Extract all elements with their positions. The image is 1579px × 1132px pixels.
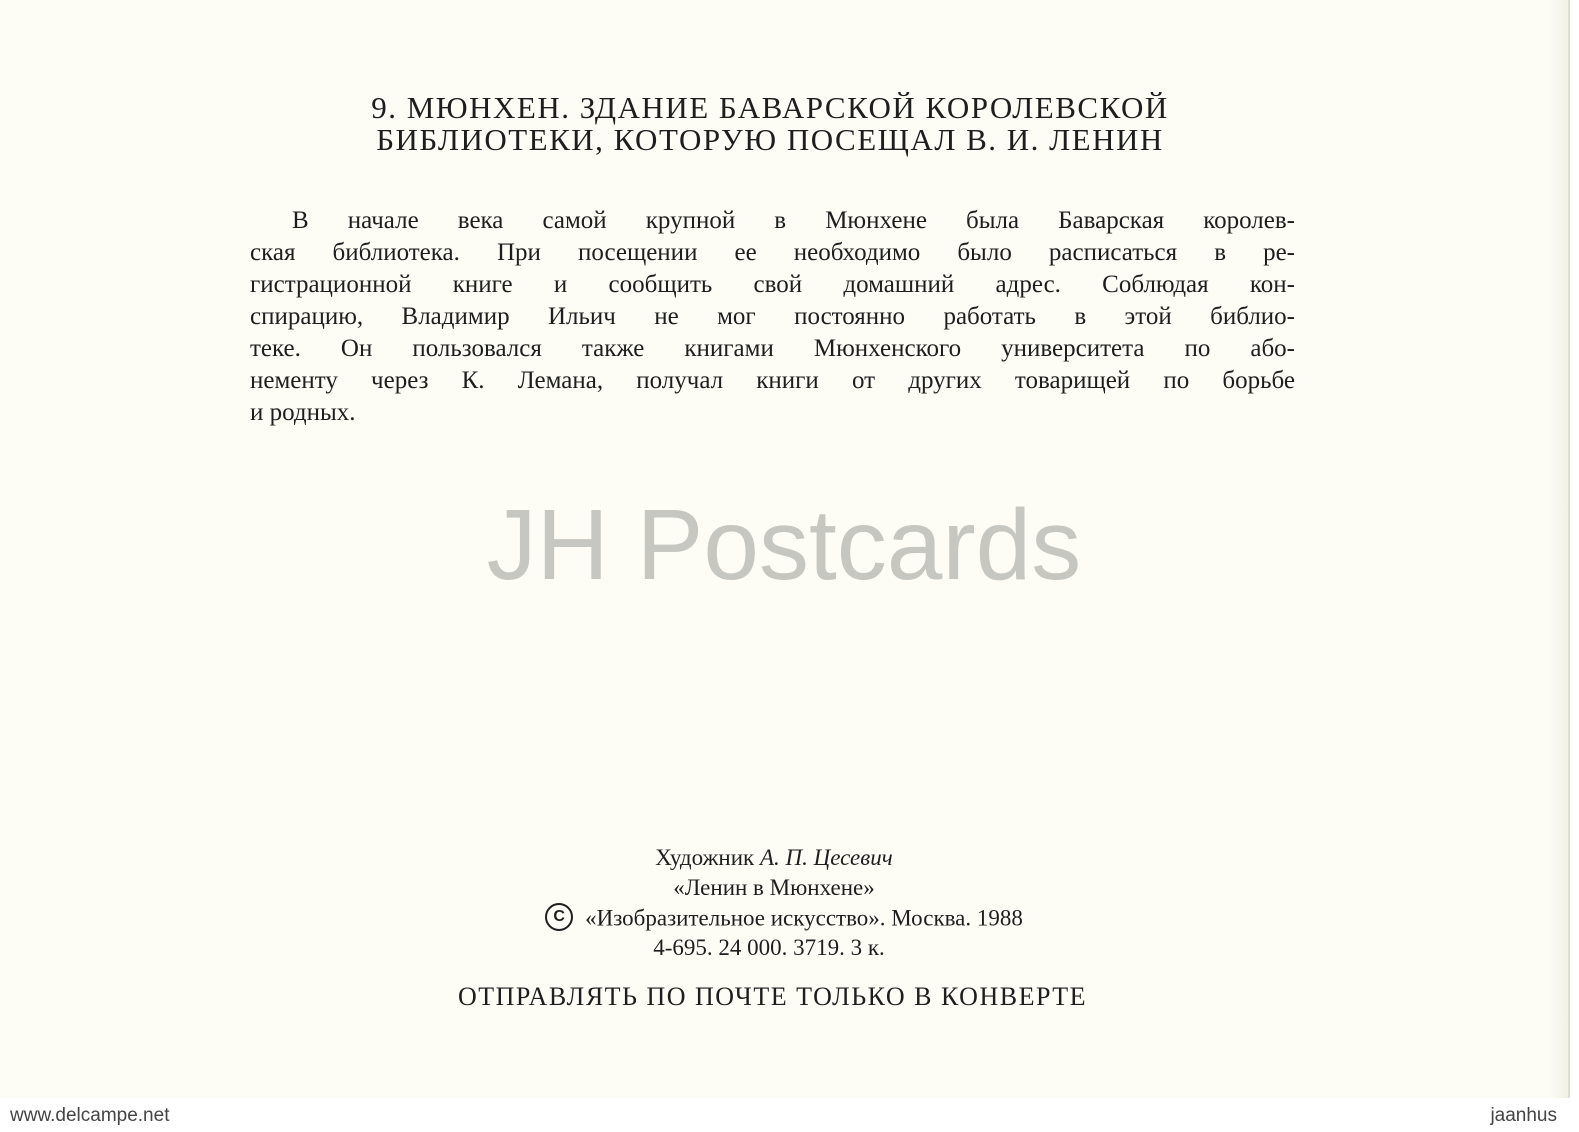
paragraph-line-6: нементу через К. Лемана, получал книги от других товарищей по борьбе <box>250 367 1295 394</box>
paragraph-line-2: ская библиотека. При посещении ее необходимо было расписаться в ре- <box>250 239 1295 266</box>
title-line-1: 9. МЮНХЕН. ЗДАНИЕ БАВАРСКОЙ КОРОЛЕВСКОЙ <box>371 90 1169 125</box>
series-title: «Ленин в Мюнхене» <box>673 875 875 900</box>
paragraph-line-4: спирацию, Владимир Ильич не мог постоянно работать в этой библио- <box>250 303 1295 330</box>
watermark: JH Postcards <box>486 489 1082 601</box>
footer-seller: jaanhus <box>1490 1105 1557 1126</box>
artist-credit <box>0 846 1558 869</box>
postal-note: ОТПРАВЛЯТЬ ПО ПОЧТЕ ТОЛЬКО В КОНВЕРТЕ <box>457 982 1087 1011</box>
publisher-text: «Изобразительное искусство». Москва. 1988 <box>585 905 1023 931</box>
paragraph-line-7: и родных. <box>250 399 356 426</box>
copyright-icon: C <box>545 903 573 931</box>
publisher-line <box>0 906 1568 934</box>
artist-name: А. П. Цесевич <box>759 845 893 870</box>
footer-site: www.delcampe.net <box>10 1105 170 1126</box>
title-line-2: БИБЛИОТЕКИ, КОТОРУЮ ПОСЕЩАЛ В. И. ЛЕНИН <box>376 122 1164 157</box>
print-code: 4-695. 24 000. 3719. 3 к. <box>653 935 885 960</box>
paragraph-line-5: теке. Он пользовался также книгами Мюнхенского университета по або- <box>250 335 1295 362</box>
paragraph-line-1: В начале века самой крупной в Мюнхене была Баварская королев- <box>292 207 1295 234</box>
artist-label: Художник <box>655 845 755 870</box>
paragraph-line-3: гистрационной книге и сообщить свой домашний адрес. Соблюдая кон- <box>250 271 1295 298</box>
footer-bar <box>0 1098 1579 1132</box>
